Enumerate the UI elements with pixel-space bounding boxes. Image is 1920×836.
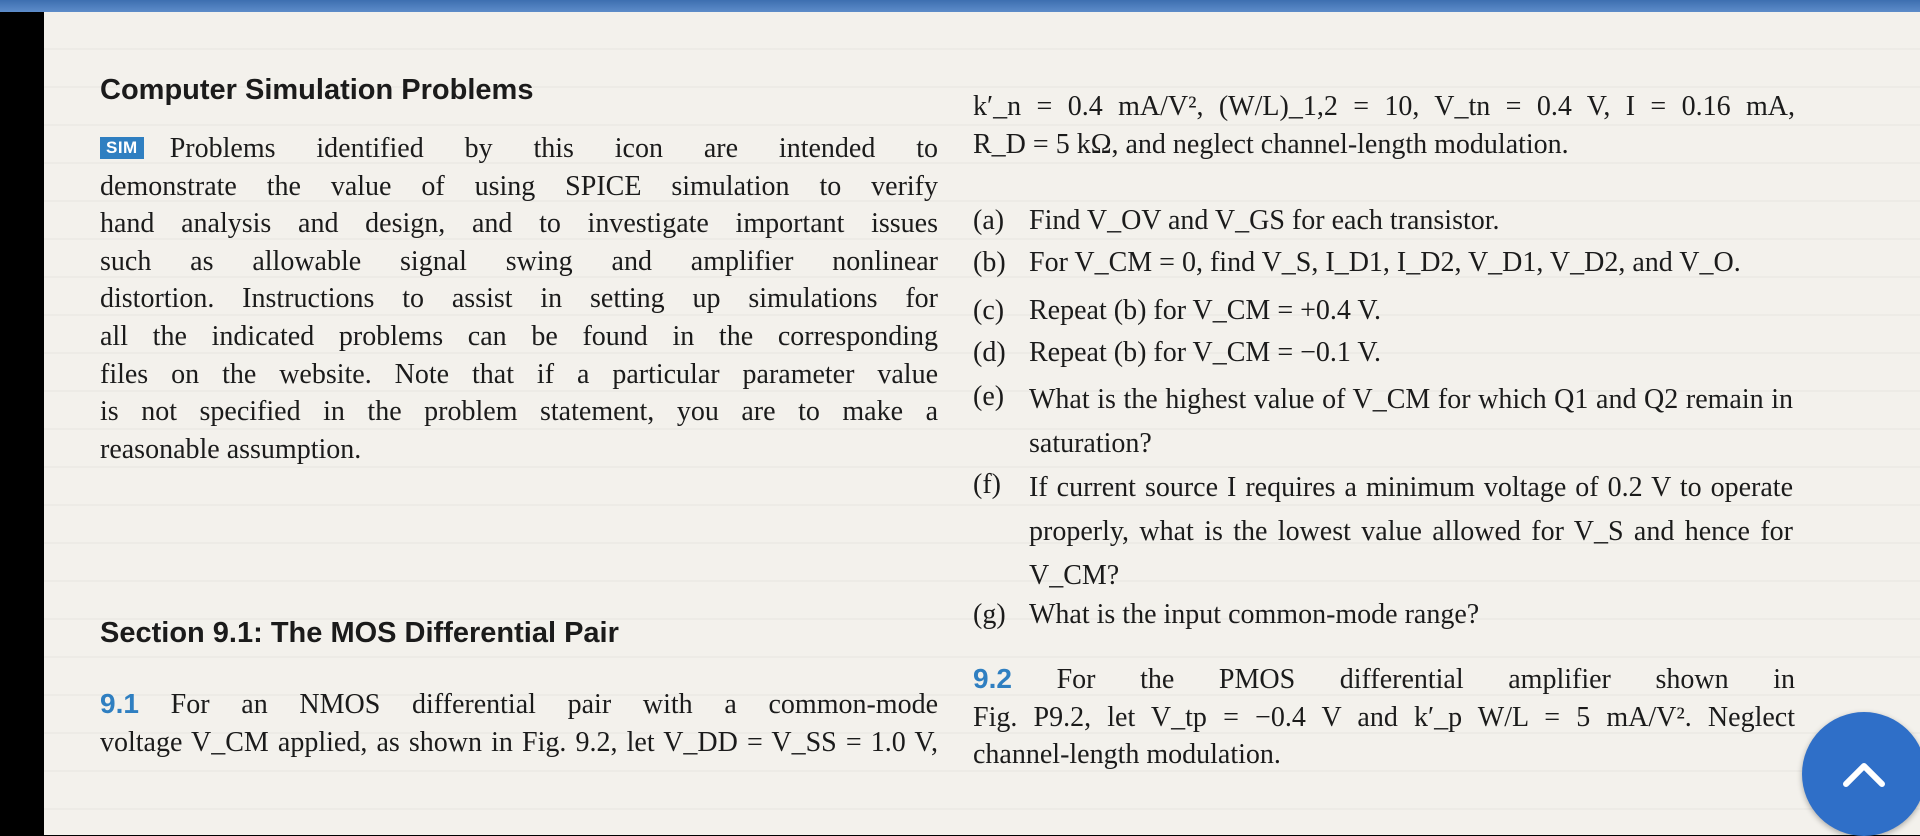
part-g bbox=[973, 596, 1479, 634]
sim-line: demonstrate the value of using SPICE simulation to verify bbox=[100, 170, 938, 202]
parameters-line: k′_n = 0.4 mA/V², (W/L)_1,2 = 10, V_tn = 0.4 V, I = 0.16 mA, bbox=[973, 91, 1795, 122]
sim-line: distortion. Instructions to assist in setting up simulations for bbox=[100, 283, 938, 315]
heading-computer-simulation: Computer Simulation Problems bbox=[100, 74, 534, 106]
problem-text: channel-length modulation. bbox=[973, 739, 1281, 771]
chevron-up-icon bbox=[1840, 752, 1888, 796]
part-label: (g) bbox=[973, 599, 1006, 630]
part-f bbox=[973, 466, 1793, 598]
parameters-line: R_D = 5 kΩ, and neglect channel-length modulation. bbox=[973, 128, 1569, 160]
parameters bbox=[973, 88, 1795, 163]
problem-number-9-1: 9.1 bbox=[100, 688, 139, 719]
problem-text: For an NMOS differential pair with a common-mode bbox=[170, 689, 939, 720]
problem-9-1-start bbox=[100, 685, 938, 761]
problem-number-9-2: 9.2 bbox=[973, 663, 1012, 694]
part-label: (f) bbox=[973, 469, 1001, 500]
sim-line: reasonable assumption. bbox=[100, 433, 362, 465]
problem-text: Fig. P9.2, let V_tp = −0.4 V and k′_p W/L = 5 mA/V². Neglect bbox=[973, 701, 1795, 733]
part-label: (b) bbox=[973, 247, 1006, 278]
top-bar bbox=[0, 0, 1920, 12]
part-label: (d) bbox=[973, 337, 1006, 368]
part-text: What is the highest value of V_CM for which Q1 and Q2 remain in saturation? bbox=[1029, 384, 1793, 459]
sim-line: hand analysis and design, and to investigate important issues bbox=[100, 208, 938, 240]
sim-line: files on the website. Note that if a particular parameter value bbox=[100, 358, 938, 390]
part-e bbox=[973, 378, 1793, 466]
sim-line: such as allowable signal swing and amplifier nonlinear bbox=[100, 245, 938, 277]
problem-text: voltage V_CM applied, as shown in Fig. 9.2, let V_DD = V_SS = 1.0 V, bbox=[100, 726, 938, 758]
problem-9-2 bbox=[973, 660, 1795, 774]
part-b bbox=[973, 244, 1741, 282]
part-text: For V_CM = 0, find V_S, I_D1, I_D2, V_D1, V_D2, and V_O. bbox=[1029, 247, 1741, 278]
part-text: Repeat (b) for V_CM = +0.4 V. bbox=[1029, 295, 1382, 326]
part-text: If current source I requires a minimum voltage of 0.2 V to operate properly, what is the lowest value allowed for V_S and hence for V_CM? bbox=[1029, 472, 1793, 591]
problem-text: For the PMOS differential amplifier shown in bbox=[1056, 664, 1796, 695]
sim-badge: SIM bbox=[100, 137, 144, 159]
part-label: (c) bbox=[973, 295, 1005, 326]
sim-line: all the indicated problems can be found in the corresponding bbox=[100, 320, 938, 352]
heading-section-9-1: Section 9.1: The MOS Differential Pair bbox=[100, 617, 619, 649]
part-label: (e) bbox=[973, 381, 1005, 412]
part-d bbox=[973, 334, 1381, 372]
part-text: What is the input common-mode range? bbox=[1029, 599, 1480, 630]
part-text: Repeat (b) for V_CM = −0.1 V. bbox=[1029, 337, 1382, 368]
part-a bbox=[973, 202, 1500, 240]
part-text: Find V_OV and V_GS for each transistor. bbox=[1029, 205, 1500, 236]
part-label: (a) bbox=[973, 205, 1005, 236]
part-c bbox=[973, 292, 1381, 330]
sim-line: is not specified in the problem statement, you are to make a bbox=[100, 396, 938, 428]
sim-line: Problems identified by this icon are intended to bbox=[169, 133, 938, 164]
textbook-page bbox=[44, 12, 1920, 835]
scroll-to-top-button[interactable] bbox=[1802, 712, 1920, 836]
sim-paragraph bbox=[100, 130, 938, 468]
